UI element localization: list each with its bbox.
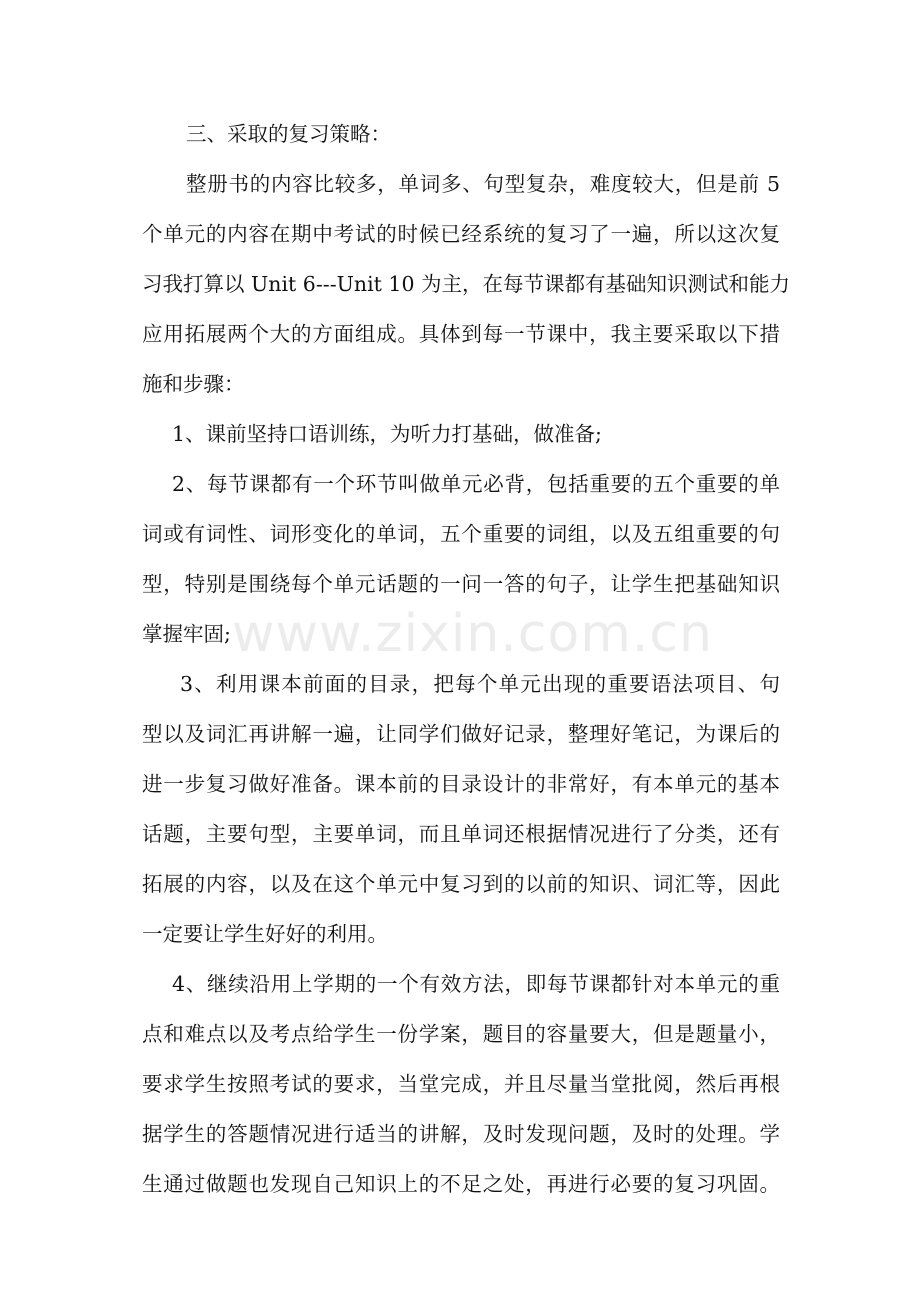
paragraph-line: 型，特别是围绕每个单元话题的一问一答的句子，让学生把基础知识: [142, 572, 780, 596]
paragraph-line: 话题，主要句型，主要单词，而且单词还根据情况进行了分类，还有: [142, 822, 780, 846]
list-item: 2、每节课都有一个环节叫做单元必背，包括重要的五个重要的单: [172, 472, 780, 496]
paragraph-line: 一定要让学生好好的利用。: [142, 922, 388, 946]
paragraph-line: 要求学生按照考试的要求，当堂完成，并且尽量当堂批阅，然后再根: [142, 1072, 780, 1096]
paragraph-line: 习我打算以 Unit 6---Unit 10 为主，在每节课都有基础知识测试和能力: [142, 272, 791, 296]
section-heading: 三、采取的复习策略：: [186, 122, 391, 146]
paragraph-line: 据学生的答题情况进行适当的讲解，及时发现问题，及时的处理。学: [142, 1122, 780, 1146]
paragraph-line: 应用拓展两个大的方面组成。具体到每一节课中，我主要采取以下措: [142, 322, 780, 346]
paragraph-line: 掌握牢固;: [142, 622, 231, 646]
paragraph-line: 个单元的内容在期中考试的时候已经系统的复习了一遍，所以这次复: [142, 222, 780, 246]
list-item: 1、课前坚持口语训练，为听力打基础，做准备;: [172, 422, 602, 446]
paragraph-line: 施和步骤：: [142, 372, 245, 396]
paragraph-line: 点和难点以及考点给学生一份学案，题目的容量要大，但是题量小，: [142, 1022, 780, 1046]
paragraph-line: 进一步复习做好准备。课本前的目录设计的非常好，有本单元的基本: [142, 772, 780, 796]
watermark: www.zixin.com.cn: [232, 604, 713, 664]
paragraph-line: 拓展的内容，以及在这个单元中复习到的以前的知识、词汇等，因此: [142, 872, 780, 896]
paragraph-line: 型以及词汇再讲解一遍，让同学们做好记录，整理好笔记，为课后的: [142, 722, 780, 746]
list-item: 3、利用课本前面的目录，把每个单元出现的重要语法项目、句: [180, 672, 780, 696]
list-item: 4、继续沿用上学期的一个有效方法，即每节课都针对本单元的重: [172, 972, 780, 996]
paragraph-line: 整册书的内容比较多，单词多、句型复杂，难度较大，但是前 5: [186, 172, 780, 196]
paragraph-line: 生通过做题也发现自己知识上的不足之处，再进行必要的复习巩固。: [142, 1172, 780, 1196]
paragraph-line: 词或有词性、词形变化的单词，五个重要的词组，以及五组重要的句: [142, 522, 780, 546]
